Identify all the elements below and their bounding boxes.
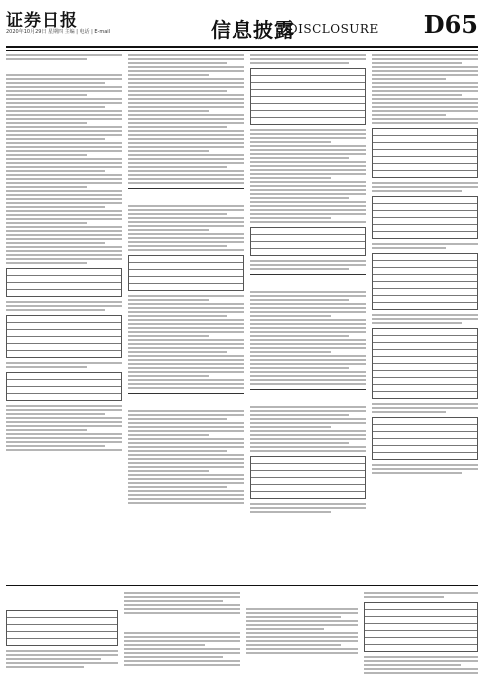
bottom-notice-3: [246, 590, 358, 656]
bottom-divider: [6, 585, 478, 586]
issue-meta: 2020年10月29日 星期四 主编 | 电话 | E-mail: [6, 29, 111, 35]
column-2: [128, 52, 244, 506]
data-table: [250, 227, 366, 256]
bottom-notice-4: [364, 590, 478, 676]
bottom-notice-1: [6, 590, 118, 670]
newspaper-logo: 证券日报: [6, 11, 78, 31]
notice-title-5: [250, 394, 366, 404]
notice-title-1: [6, 62, 122, 72]
data-table: [128, 255, 244, 291]
bottom-notice-title: [124, 616, 240, 630]
section-title-en: DISCLOSURE: [288, 22, 379, 36]
header-rule: [6, 50, 478, 51]
text-line: [6, 58, 87, 60]
notice-title-4: [250, 279, 366, 289]
notice-title-2: [128, 193, 244, 203]
column-4: [372, 52, 478, 476]
data-table: [372, 417, 478, 460]
data-table: [372, 328, 478, 399]
bottom-notice-title: [6, 590, 118, 606]
bottom-notice-2: [124, 590, 240, 668]
notice-title-3: [128, 398, 244, 408]
data-table: [250, 68, 366, 125]
data-table: [372, 253, 478, 310]
data-table: [372, 128, 478, 178]
masthead: [6, 4, 478, 48]
data-table: [6, 372, 122, 401]
data-table: [372, 196, 478, 239]
section-title-cn: 信息披露: [211, 18, 295, 42]
bottom-notice-title: [246, 590, 358, 606]
column-1: [6, 52, 122, 453]
page-number: D65: [423, 10, 478, 39]
data-table: [6, 268, 122, 297]
data-table: [250, 456, 366, 499]
column-3: [250, 52, 366, 515]
data-table: [6, 315, 122, 358]
text-line: [6, 54, 122, 56]
